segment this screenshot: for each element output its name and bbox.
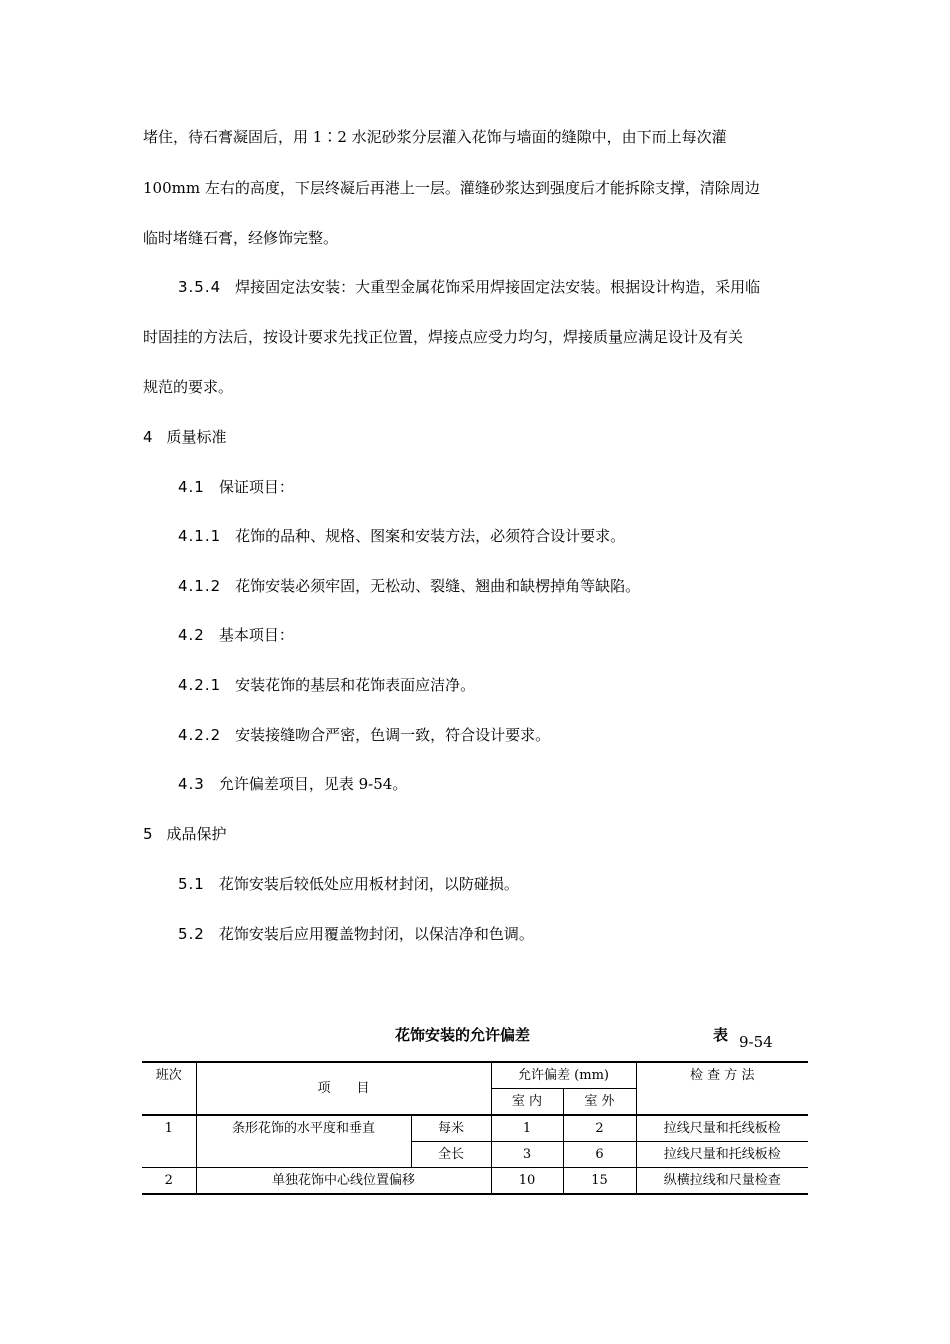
row-indoor: 1 (491, 1115, 563, 1142)
section-text: 保证项目： (218, 478, 294, 496)
row-sub: 全长 (411, 1142, 491, 1168)
row-seq: 2 (142, 1168, 196, 1195)
row-indoor: 10 (491, 1168, 563, 1195)
row-item: 条形花饰的水平度和垂直 (196, 1115, 411, 1168)
section-text: 焊接固定法安装：大重型金属花饰采用焊接固定法安装。根据设计构造，采用临 (235, 278, 761, 296)
section-4-1-1 (178, 526, 625, 546)
section-number: 5.2 (178, 925, 205, 943)
section-text: 花饰的品种、规格、图案和安装方法，必须符合设计要求。 (235, 527, 626, 545)
row-seq: 1 (142, 1115, 196, 1168)
table-label: 表 (713, 1026, 729, 1044)
section-5-1 (178, 874, 519, 894)
row-sub: 每米 (411, 1115, 491, 1142)
row-method: 拉线尺量和托线板检 (636, 1115, 808, 1142)
section-number: 4.2 (178, 626, 205, 644)
section-number: 4.1.1 (178, 527, 222, 545)
row-method: 纵横拉线和尺量检查 (636, 1168, 808, 1195)
section-number: 5.1 (178, 875, 205, 893)
row-indoor: 3 (491, 1142, 563, 1168)
header-tolerance: 允许偏差 (mm) (491, 1062, 636, 1089)
section-number: 4.2.1 (178, 676, 222, 694)
heading-title: 成品保护 (166, 825, 227, 843)
heading-4 (143, 427, 227, 447)
section-number: 4.1.2 (178, 577, 222, 595)
section-number: 3.5.4 (178, 278, 222, 296)
heading-5 (143, 824, 227, 844)
paragraph-line: 100mm 左右的高度，下层终凝后再港上一层。灌缝砂浆达到强度后才能拆除支撑，清除周边 (143, 179, 760, 197)
paragraph-line: 时固挂的方法后，按设计要求先找正位置，焊接点应受力均匀，焊接质量应满足设计及有关 (143, 328, 744, 346)
section-text: 安装花饰的基层和花饰表面应洁净。 (235, 676, 476, 694)
section-text: 花饰安装后应用覆盖物封闭，以保洁净和色调。 (218, 925, 534, 943)
section-4-1-2 (178, 576, 640, 596)
table-number: 9-54 (739, 1033, 773, 1051)
tolerance-table (142, 1061, 808, 1195)
section-text: 花饰安装后较低处应用板材封闭，以防碰损。 (218, 875, 519, 893)
section-4-3 (178, 774, 407, 794)
header-seq: 班次 (142, 1062, 196, 1115)
paragraph-line: 堵住，待石膏凝固后，用 1∶2 水泥砂浆分层灌入花饰与墙面的缝隙中，由下而上每次灌 (143, 128, 727, 146)
paragraph-line: 规范的要求。 (143, 378, 234, 396)
header-indoor: 室 内 (491, 1089, 563, 1116)
section-number: 4.2.2 (178, 726, 222, 744)
section-4-2-1 (178, 675, 475, 695)
row-outdoor: 6 (563, 1142, 636, 1168)
section-number: 4.1 (178, 478, 205, 496)
row-outdoor: 15 (563, 1168, 636, 1195)
section-4-2-2 (178, 725, 550, 745)
row-outdoor: 2 (563, 1115, 636, 1142)
paragraph-line: 临时堵缝石膏，经修饰完整。 (143, 229, 339, 247)
row-method: 拉线尺量和托线板检 (636, 1142, 808, 1168)
header-item: 项 目 (196, 1062, 491, 1115)
header-method: 检 查 方 法 (636, 1062, 808, 1115)
table-title: 花饰安装的允许偏差 (395, 1026, 531, 1044)
section-number: 4.3 (178, 775, 205, 793)
section-3-5-4 (178, 277, 760, 297)
section-4-2 (178, 625, 294, 645)
heading-number: 5 (143, 825, 153, 843)
header-outdoor: 室 外 (563, 1089, 636, 1116)
section-text: 花饰安装必须牢固，无松动、裂缝、翘曲和缺楞掉角等缺陷。 (235, 577, 641, 595)
section-5-2 (178, 924, 534, 944)
section-text: 安装接缝吻合严密，色调一致，符合设计要求。 (235, 726, 551, 744)
section-4-1 (178, 477, 294, 497)
section-text: 允许偏差项目，见表 9-54。 (218, 775, 408, 793)
heading-number: 4 (143, 428, 153, 446)
row-item: 单独花饰中心线位置偏移 (196, 1168, 491, 1195)
section-text: 基本项目： (218, 626, 294, 644)
heading-title: 质量标准 (166, 428, 227, 446)
